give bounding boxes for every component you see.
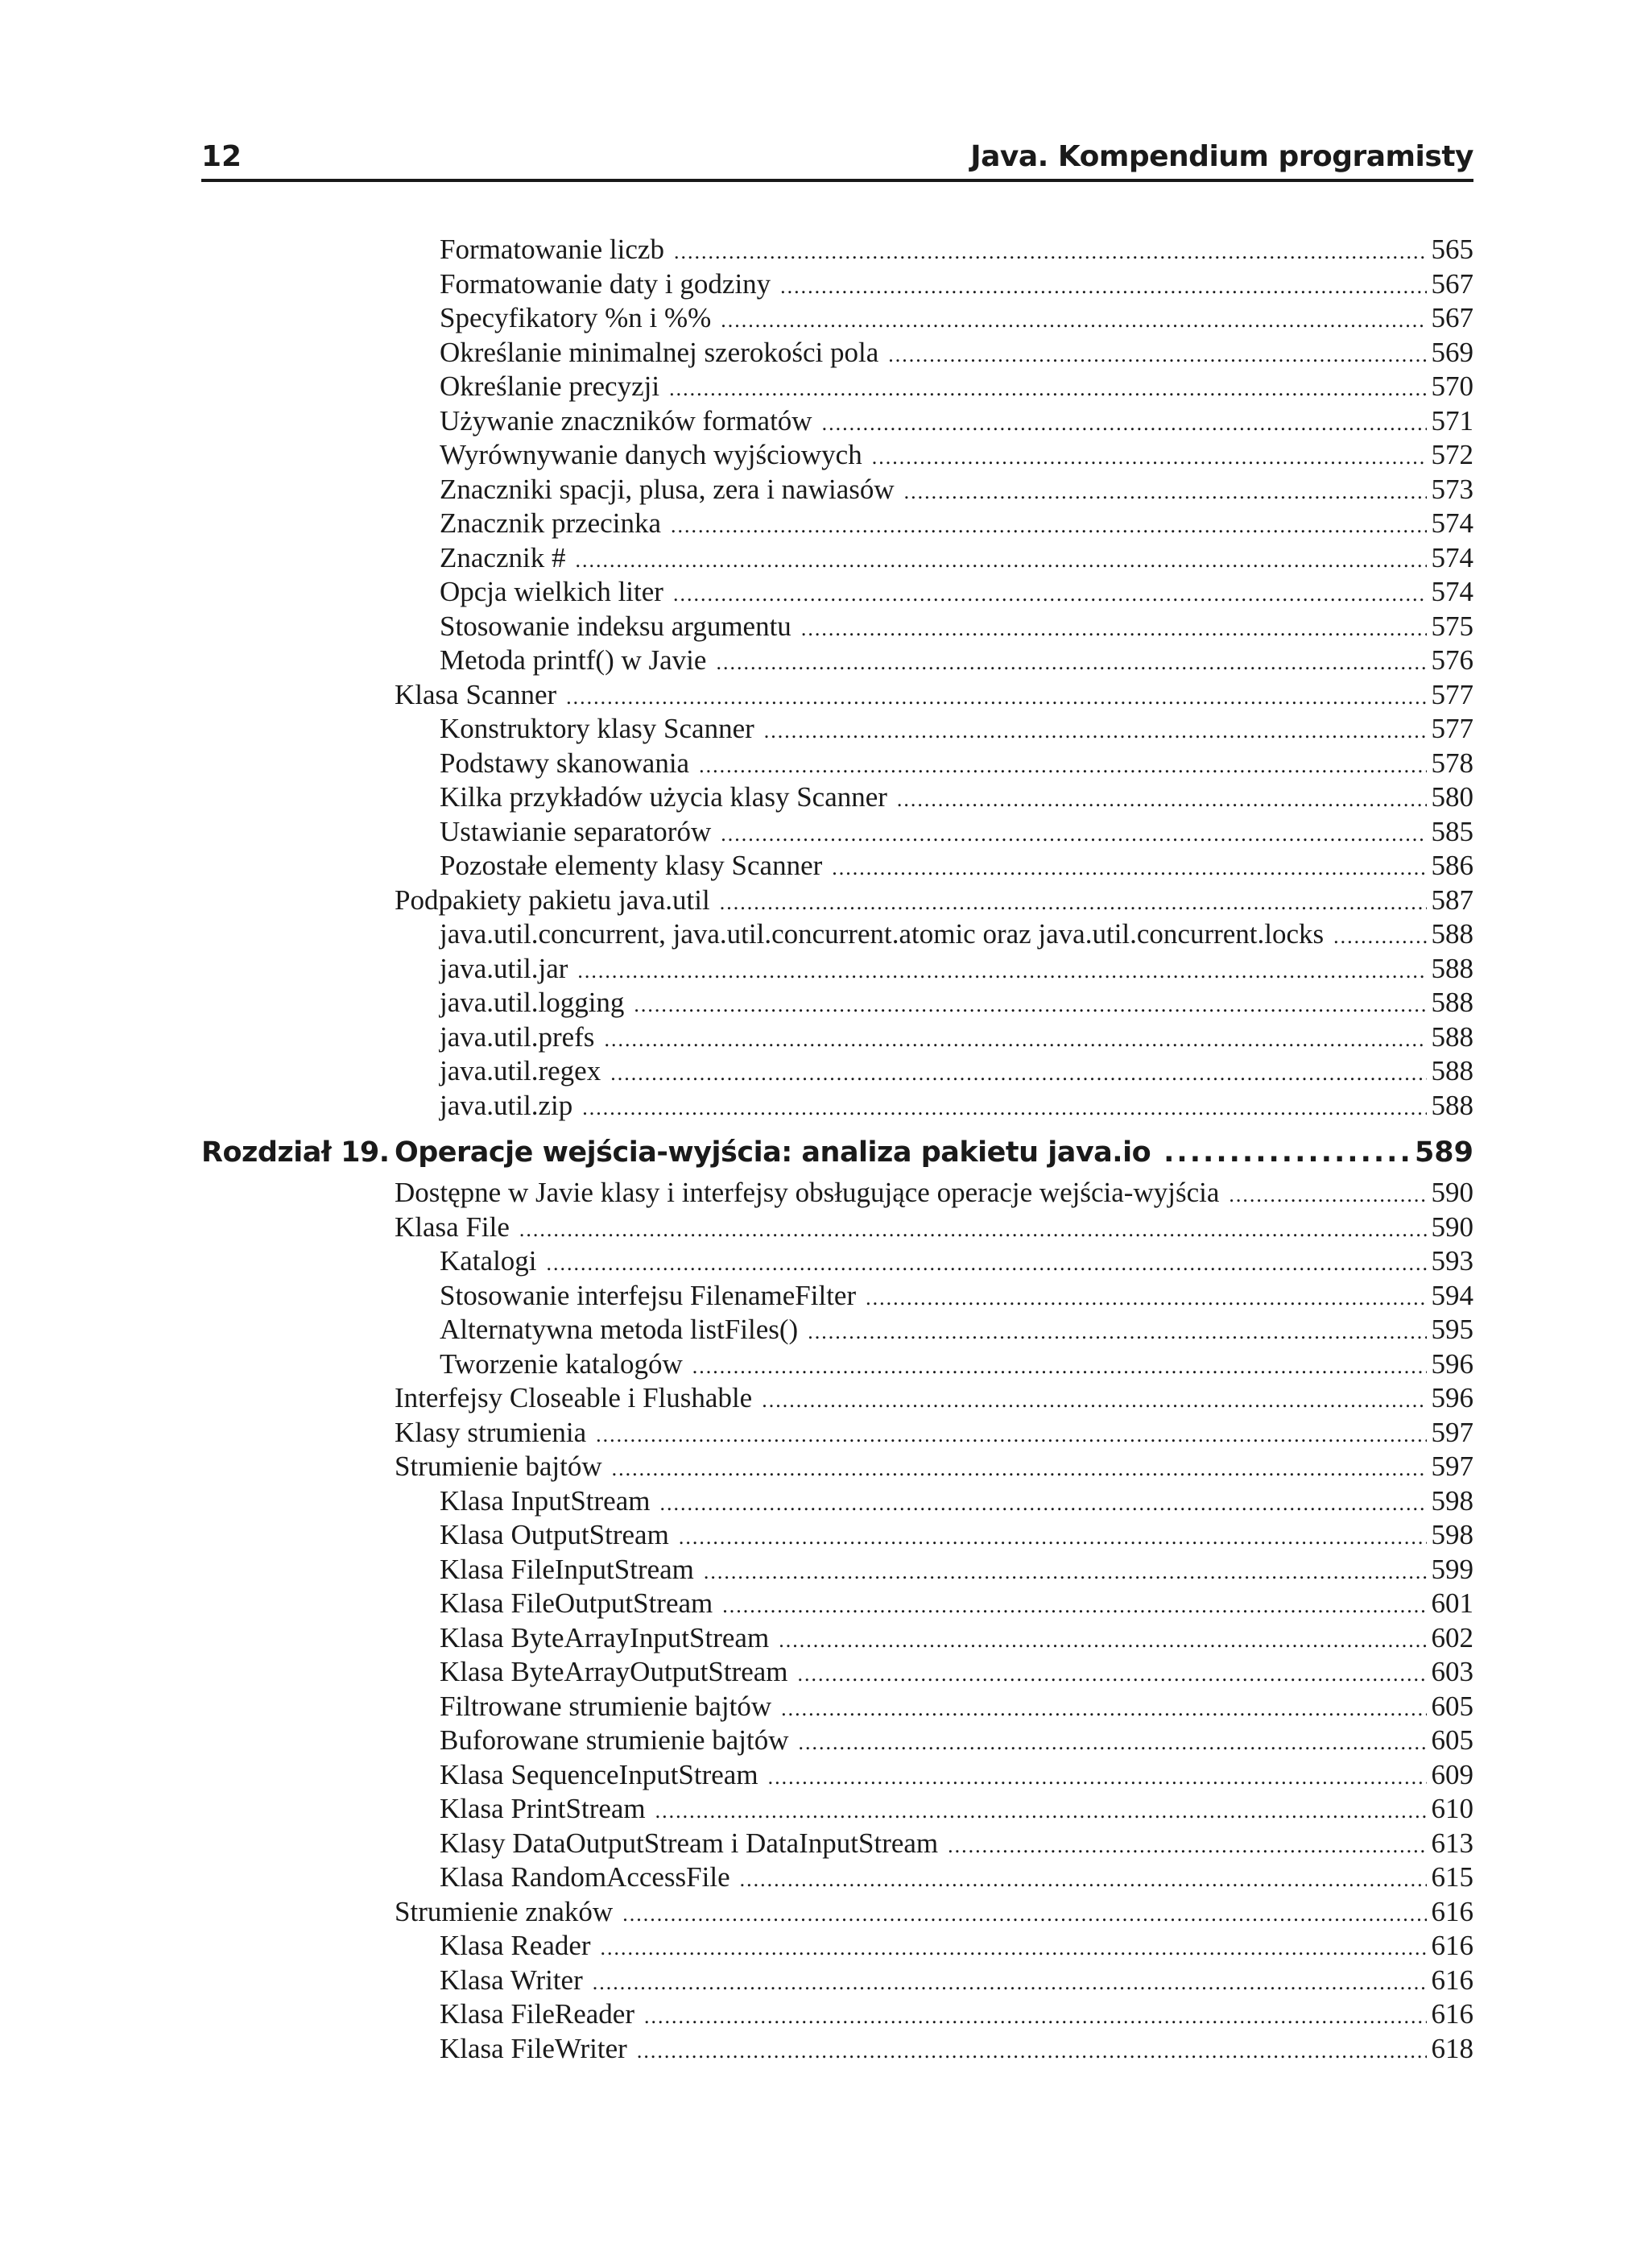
toc-entry-page: 577 xyxy=(1431,713,1473,744)
toc-entry-page: 596 xyxy=(1431,1347,1473,1380)
chapter-page: 589 xyxy=(1414,1136,1473,1169)
toc-entry-title: Używanie znaczników formatów xyxy=(440,404,812,437)
toc-entry-page: 572 xyxy=(1431,439,1473,470)
toc-entry-title: Znaczniki spacji, plusa, zera i nawiasów xyxy=(440,473,895,505)
toc-entry-title: java.util.logging xyxy=(440,987,625,1018)
toc-entry xyxy=(201,474,1473,508)
toc-entry-title: Klasy DataOutputStream i DataInputStream xyxy=(440,1827,939,1859)
toc-entry xyxy=(201,1519,1473,1554)
toc-entry-title: java.util.zip xyxy=(440,1089,573,1121)
dot-leader xyxy=(669,377,1426,401)
toc-entry xyxy=(201,2033,1473,2067)
toc-entry xyxy=(201,1622,1473,1657)
dot-leader xyxy=(1333,925,1426,949)
toc-entry-title: Klasa InputStream xyxy=(440,1484,651,1517)
toc-entry xyxy=(201,1724,1473,1759)
toc-entry xyxy=(201,337,1473,371)
toc-entry xyxy=(201,268,1473,303)
toc-entry-page: 588 xyxy=(1431,1020,1473,1053)
toc-entry xyxy=(201,1417,1473,1451)
toc-entry-title: Określanie minimalnej szerokości pola xyxy=(440,336,879,368)
toc-entry-page: 574 xyxy=(1431,576,1473,607)
dot-leader xyxy=(593,1971,1427,1995)
toc-entry-title: Klasa ByteArrayOutputStream xyxy=(440,1656,788,1687)
toc-entry-page: 605 xyxy=(1431,1690,1473,1722)
chapter-label: Rozdział 19. xyxy=(201,1136,390,1169)
toc-entry xyxy=(201,1827,1473,1862)
toc-entry xyxy=(201,816,1473,850)
toc-entry-page: 588 xyxy=(1431,952,1473,984)
dot-leader xyxy=(637,2039,1427,2063)
dot-leader xyxy=(888,343,1426,367)
toc-entry xyxy=(201,1759,1473,1794)
chapter-heading xyxy=(201,1136,1473,1173)
toc-entry xyxy=(201,1348,1473,1383)
toc-entry xyxy=(201,1998,1473,2033)
toc-entry xyxy=(201,1055,1473,1090)
dot-leader xyxy=(764,719,1427,743)
toc-entry xyxy=(201,1245,1473,1280)
toc-entry-title: Kilka przykładów użycia klasy Scanner xyxy=(440,781,887,813)
toc-entry-title: Konstruktory klasy Scanner xyxy=(440,713,754,744)
dot-leader xyxy=(596,1423,1426,1447)
toc-entry-title: Klasy strumienia xyxy=(395,1416,587,1448)
toc-entry-title: Opcja wielkich liter xyxy=(440,576,663,607)
toc-entry-page: 603 xyxy=(1431,1656,1473,1687)
toc-entry-page: 586 xyxy=(1431,850,1473,881)
dot-leader xyxy=(659,1492,1426,1516)
toc-entry-page: 598 xyxy=(1431,1484,1473,1517)
toc-entry-page: 616 xyxy=(1431,1930,1473,1961)
dot-leader xyxy=(1163,1136,1408,1169)
dot-leader xyxy=(679,1525,1427,1550)
dot-leader xyxy=(674,240,1427,264)
toc-entry xyxy=(201,1090,1473,1124)
toc-entry xyxy=(201,781,1473,816)
toc-entry-page: 595 xyxy=(1431,1314,1473,1345)
toc-entry xyxy=(201,302,1473,337)
toc-entry-page: 565 xyxy=(1431,234,1473,265)
dot-leader xyxy=(866,1286,1426,1310)
dot-leader xyxy=(655,1799,1427,1823)
toc-entry xyxy=(201,1896,1473,1931)
toc-entry xyxy=(201,1382,1473,1417)
toc-entry-page: 588 xyxy=(1431,1055,1473,1086)
toc-entry-title: Wyrównywanie danych wyjściowych xyxy=(440,439,862,470)
toc-entry xyxy=(201,439,1473,474)
toc-entry-title: Stosowanie indeksu argumentu xyxy=(440,610,791,642)
toc-entry xyxy=(201,1930,1473,1964)
toc-entry-title: Klasa RandomAccessFile xyxy=(440,1861,730,1893)
toc-entry-page: 616 xyxy=(1431,1964,1473,1996)
toc-entry-page: 616 xyxy=(1431,1895,1473,1927)
dot-leader xyxy=(762,1389,1426,1413)
toc-section-after xyxy=(201,1177,1473,2067)
toc-entry-page: 609 xyxy=(1431,1758,1473,1790)
toc-entry-page: 574 xyxy=(1431,541,1473,573)
toc-entry-title: Formatowanie liczb xyxy=(440,234,664,265)
toc-entry xyxy=(201,747,1473,782)
dot-leader xyxy=(798,1662,1427,1687)
toc-entry-page: 597 xyxy=(1431,1416,1473,1448)
dot-leader xyxy=(781,1697,1426,1721)
toc-entry-title: Klasa OutputStream xyxy=(440,1519,669,1550)
toc-entry xyxy=(201,884,1473,919)
toc-entry-title: Strumienie bajtów xyxy=(395,1451,602,1482)
dot-leader xyxy=(721,822,1426,846)
toc-entry-page: 577 xyxy=(1431,678,1473,710)
toc-entry xyxy=(201,405,1473,440)
toc-entry-title: Specyfikatory %n i %% xyxy=(440,302,712,333)
dot-leader xyxy=(699,754,1426,778)
toc-entry-page: 616 xyxy=(1431,1998,1473,2030)
dot-leader xyxy=(808,1320,1426,1344)
toc-entry-title: Alternatywna metoda listFiles() xyxy=(440,1314,799,1345)
toc-entry-page: 597 xyxy=(1431,1451,1473,1482)
dot-leader xyxy=(780,275,1426,299)
dot-leader xyxy=(610,1062,1426,1086)
toc-entry-page: 569 xyxy=(1431,336,1473,368)
dot-leader xyxy=(582,1096,1426,1120)
toc-entry-title: java.util.regex xyxy=(440,1055,601,1086)
toc-entry-page: 615 xyxy=(1431,1861,1473,1893)
dot-leader xyxy=(604,1028,1426,1052)
dot-leader xyxy=(575,548,1426,573)
running-title: Java. Kompendium programisty xyxy=(970,140,1473,173)
toc-entry-page: 599 xyxy=(1431,1553,1473,1585)
toc-entry-page: 567 xyxy=(1431,302,1473,333)
toc-entry-page: 590 xyxy=(1431,1211,1473,1243)
toc-entry-page: 594 xyxy=(1431,1279,1473,1311)
toc-entry-title: Określanie precyzji xyxy=(440,370,660,402)
dot-leader xyxy=(644,2005,1427,2029)
dot-leader xyxy=(720,891,1427,915)
toc-entry-page: 618 xyxy=(1431,2032,1473,2064)
toc-entry-page: 588 xyxy=(1431,1089,1473,1121)
toc-entry-title: Klasa File xyxy=(395,1211,510,1243)
dot-leader xyxy=(740,1868,1427,1892)
toc-entry-page: 610 xyxy=(1431,1793,1473,1824)
toc-entry xyxy=(201,1793,1473,1827)
dot-leader xyxy=(799,1731,1427,1755)
toc-entry xyxy=(201,1211,1473,1246)
toc-entry-title: Klasa Reader xyxy=(440,1930,591,1961)
dot-leader xyxy=(671,514,1427,538)
toc-entry-title: Klasa Scanner xyxy=(395,678,557,710)
dot-leader xyxy=(904,480,1427,504)
toc-entry xyxy=(201,1554,1473,1588)
toc-entry-page: 593 xyxy=(1431,1245,1473,1277)
toc-entry xyxy=(201,1451,1473,1485)
toc-entry xyxy=(201,987,1473,1021)
toc-entry-title: Klasa ByteArrayInputStream xyxy=(440,1621,770,1653)
dot-leader xyxy=(801,617,1427,641)
toc-entry-page: 605 xyxy=(1431,1724,1473,1756)
toc-entry-page: 588 xyxy=(1431,987,1473,1018)
toc-entry xyxy=(201,576,1473,610)
dot-leader xyxy=(622,1902,1426,1927)
toc-entry-title: Tworzenie katalogów xyxy=(440,1347,683,1380)
toc-entry-title: Strumienie znaków xyxy=(395,1895,614,1927)
toc-entry xyxy=(201,234,1473,268)
toc-entry xyxy=(201,1021,1473,1056)
chapter-title: Operacje wejścia-wyjścia: analiza pakietu java.io xyxy=(395,1136,1151,1169)
toc-entry-title: Stosowanie interfejsu FilenameFilter xyxy=(440,1279,857,1311)
toc-entry-title: Klasa SequenceInputStream xyxy=(440,1758,758,1790)
dot-leader xyxy=(519,1218,1427,1242)
toc-entry xyxy=(201,1280,1473,1314)
toc-entry-title: Metoda printf() w Javie xyxy=(440,644,707,676)
dot-leader xyxy=(692,1355,1427,1379)
toc-entry-title: java.util.jar xyxy=(440,952,568,984)
toc-entry-page: 585 xyxy=(1431,815,1473,847)
toc-entry xyxy=(201,679,1473,714)
dot-leader xyxy=(601,1936,1427,1960)
dot-leader xyxy=(566,685,1426,710)
toc-entry-title: Pozostałe elementy klasy Scanner xyxy=(440,850,823,881)
toc-entry-page: 573 xyxy=(1431,473,1473,505)
toc-entry-title: java.util.prefs xyxy=(440,1020,595,1053)
toc-entry-title: Ustawianie separatorów xyxy=(440,815,712,847)
toc-entry-title: Klasa FileInputStream xyxy=(440,1553,694,1585)
dot-leader xyxy=(673,582,1427,606)
toc-entry-title: Formatowanie daty i godziny xyxy=(440,267,771,300)
toc-entry-title: Znacznik # xyxy=(440,541,566,573)
toc-entry-title: java.util.concurrent, java.util.concurrent.atomic oraz java.util.concurrent.locks xyxy=(440,918,1325,950)
toc-entry xyxy=(201,1485,1473,1520)
toc-entry xyxy=(201,1587,1473,1622)
toc-entry xyxy=(201,1691,1473,1725)
toc-entry-title: Klasa Writer xyxy=(440,1964,583,1996)
toc-entry-page: 588 xyxy=(1431,918,1473,950)
dot-leader xyxy=(948,1834,1426,1858)
toc-section-before xyxy=(201,234,1473,1124)
toc-entry-title: Klasa FileWriter xyxy=(440,2032,627,2064)
dot-leader xyxy=(1229,1183,1426,1207)
dot-leader xyxy=(768,1765,1427,1790)
toc-entry-title: Klasa FileReader xyxy=(440,1998,634,2030)
toc-entry xyxy=(201,918,1473,953)
toc-entry xyxy=(201,370,1473,405)
dot-leader xyxy=(634,993,1426,1017)
toc-entry-page: 590 xyxy=(1431,1177,1473,1208)
dot-leader xyxy=(722,1594,1426,1618)
dot-leader xyxy=(872,445,1427,470)
toc-entry xyxy=(201,644,1473,679)
toc-entry-page: 567 xyxy=(1431,267,1473,300)
dot-leader xyxy=(897,788,1427,812)
toc-entry-page: 570 xyxy=(1431,370,1473,402)
dot-leader xyxy=(832,856,1426,880)
toc-entry-page: 587 xyxy=(1431,884,1473,916)
header-rule xyxy=(201,179,1473,182)
toc-entry xyxy=(201,1964,1473,1999)
page-header xyxy=(201,137,1473,182)
toc-entry xyxy=(201,610,1473,645)
toc-entry-title: Buforowane strumienie bajtów xyxy=(440,1724,789,1756)
toc-entry-title: Klasa PrintStream xyxy=(440,1793,646,1824)
toc-entry xyxy=(201,713,1473,747)
toc-entry-page: 574 xyxy=(1431,507,1473,539)
toc-entry-title: Katalogi xyxy=(440,1245,537,1277)
dot-leader xyxy=(612,1457,1427,1481)
dot-leader xyxy=(822,412,1427,436)
toc-entry xyxy=(201,953,1473,987)
toc-entry xyxy=(201,1656,1473,1691)
toc-entry-title: Dostępne w Javie klasy i interfejsy obsługujące operacje wejścia-wyjścia xyxy=(395,1177,1220,1208)
toc-entry-page: 596 xyxy=(1431,1382,1473,1413)
toc-entry-title: Podstawy skanowania xyxy=(440,747,690,779)
toc-entry-page: 578 xyxy=(1431,747,1473,779)
toc-entry-page: 613 xyxy=(1431,1827,1473,1859)
toc-entry xyxy=(201,1177,1473,1211)
toc-entry xyxy=(201,542,1473,577)
dot-leader xyxy=(704,1560,1427,1584)
toc-entry-page: 580 xyxy=(1431,781,1473,813)
dot-leader xyxy=(716,651,1426,675)
toc-entry-page: 575 xyxy=(1431,610,1473,642)
toc-entry-title: Interfejsy Closeable i Flushable xyxy=(395,1382,753,1413)
dot-leader xyxy=(577,959,1426,983)
toc-entry-title: Podpakiety pakietu java.util xyxy=(395,884,710,916)
toc-entry-page: 571 xyxy=(1431,404,1473,437)
toc-entry-page: 602 xyxy=(1431,1621,1473,1653)
toc-entry-title: Filtrowane strumienie bajtów xyxy=(440,1690,772,1722)
toc-entry-page: 601 xyxy=(1431,1587,1473,1619)
dot-leader xyxy=(547,1252,1427,1276)
toc-entry xyxy=(201,1861,1473,1896)
table-of-contents xyxy=(201,234,1473,2067)
toc-entry xyxy=(201,1314,1473,1348)
toc-entry-title: Klasa FileOutputStream xyxy=(440,1587,713,1619)
toc-entry-page: 598 xyxy=(1431,1519,1473,1550)
page-number: 12 xyxy=(201,140,242,173)
dot-leader xyxy=(721,308,1426,333)
toc-entry-title: Znacznik przecinka xyxy=(440,507,661,539)
dot-leader xyxy=(779,1629,1426,1653)
toc-entry-page: 576 xyxy=(1431,644,1473,676)
toc-entry xyxy=(201,507,1473,542)
toc-entry xyxy=(201,850,1473,884)
